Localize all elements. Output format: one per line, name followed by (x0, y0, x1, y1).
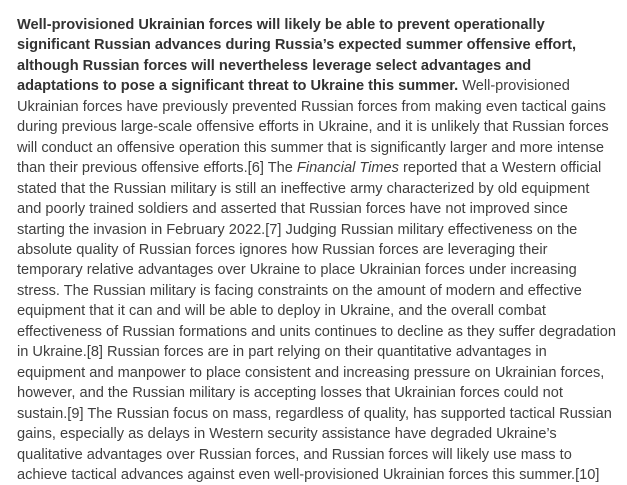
footnote-link-8[interactable]: [8] (86, 344, 103, 361)
footnote-link-9[interactable]: [9] (67, 405, 84, 422)
footnote-link-7[interactable]: [7] (265, 221, 282, 238)
body-text: The (263, 160, 297, 177)
publication-name: Financial Times (296, 160, 399, 177)
footnote-link-6[interactable]: [6] (247, 160, 264, 177)
body-text: The Russian focus on mass, regardless of quality, has supported tactical Russian gains, especially as delays in Western security assistance have degraded Ukraine’s qualitative advantages over Russian forces, and Russian forces will likely use mass to achieve tactical advances against even well-provisioned Ukrainian forces this summer. (17, 405, 612, 483)
body-text: Judging Russian military effectiveness on the absolute quality of Russian forces ignores how Russian forces are leveraging their temporary relative advantages over Ukraine to place Ukrainian forces under increasing stress. The Russian military is facing constraints on the amount of modern and effective equipment that it can and will be able to deploy in Ukraine, and the overall combat effectiveness of Russian formations and units continues to decline as they suffer degradation in Ukraine. (17, 221, 616, 361)
lede-sentence: Well-provisioned Ukrainian forces will likely be able to prevent operationally significant Russian advances during Russia’s expected summer offensive effort, although Russian forces will nevertheless leverage select advantages and adaptations to pose a significant threat to Ukraine this summer. (17, 17, 577, 95)
footnote-link-10[interactable]: [10] (575, 466, 600, 483)
body-text: Well-provisioned Ukrainian forces have previously prevented Russian forces from making even tactical gains during previous large-scale offensive efforts in Ukraine, and it is unlikely that Russian forces will conduct an offensive operation this summer that is significantly larger and more intense than their previous offensive efforts. (17, 78, 609, 177)
article-paragraph (17, 15, 617, 485)
body-text: Russian forces are in part relying on their quantitative advantages in equipment and manpower to place consistent and increasing pressure on Ukrainian forces, however, and the Russian military is accepting losses that Ukrainian forces could not sustain. (17, 344, 605, 422)
body-text: reported that a Western official stated that the Russian military is still an ineffective army characterized by old equipment and poorly trained soldiers and asserted that Russian forces have not improved since starting the invasion in February 2022. (17, 160, 602, 238)
